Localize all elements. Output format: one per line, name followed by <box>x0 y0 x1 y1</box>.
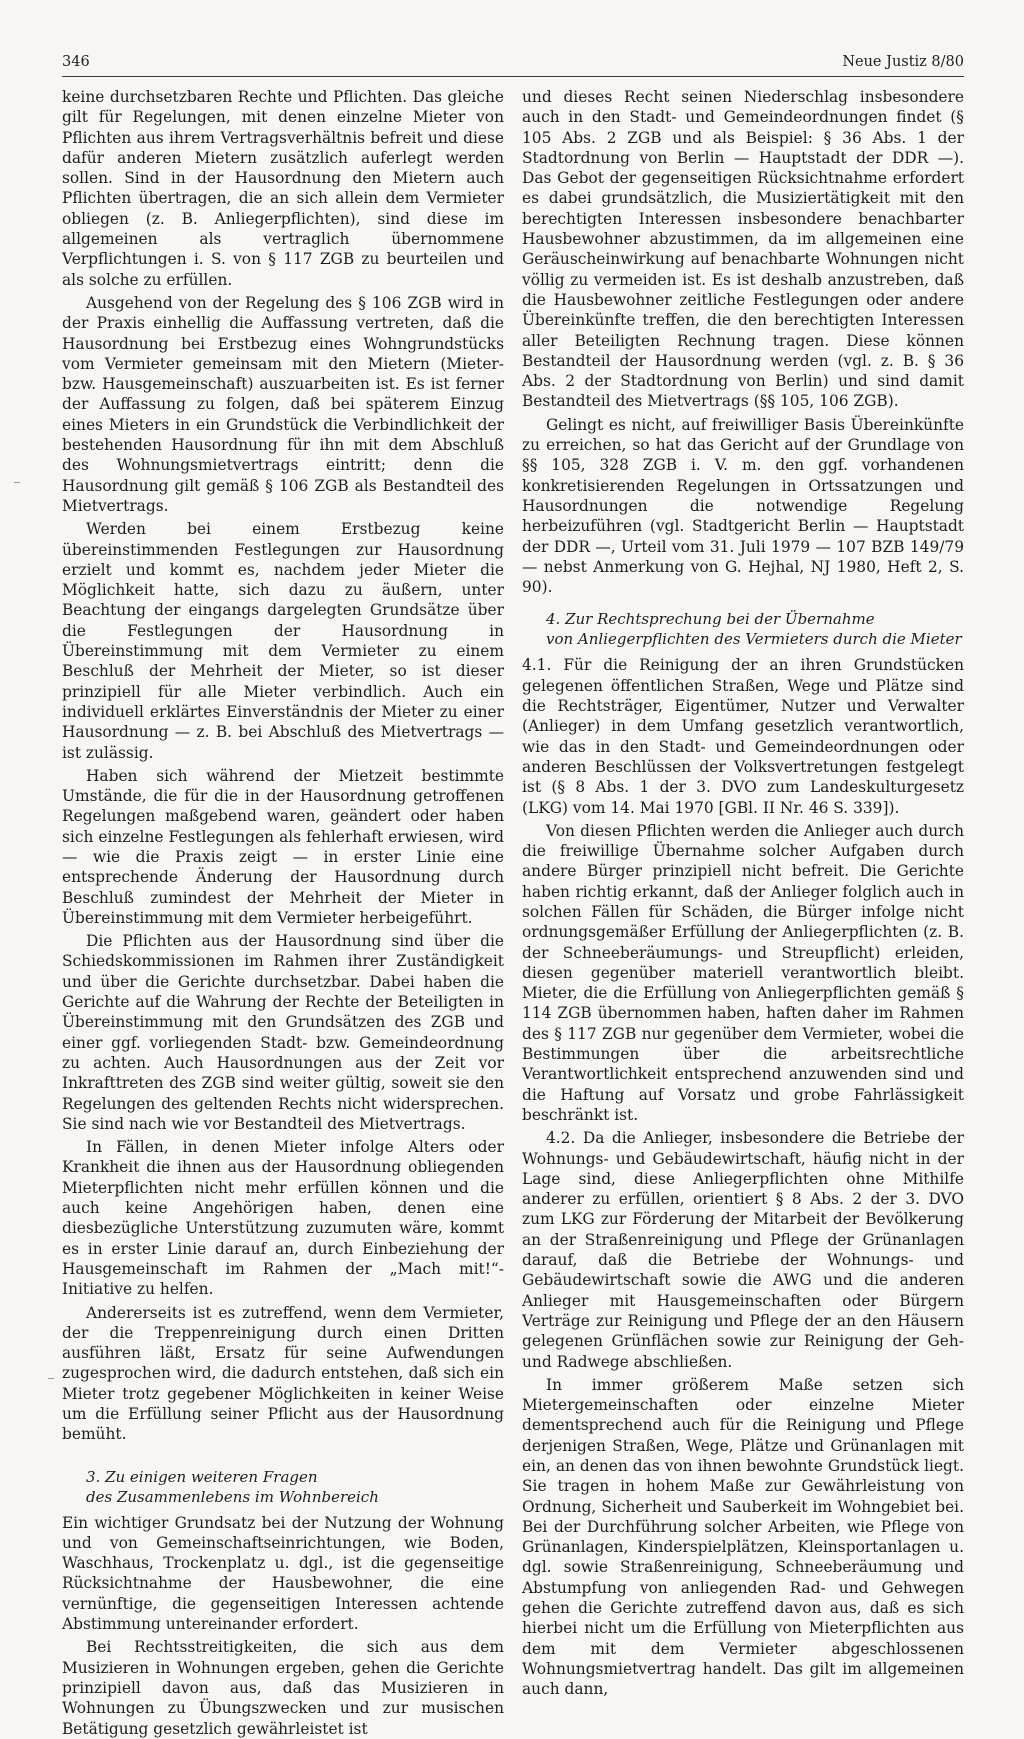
paragraph: Gelingt es nicht, auf freiwilliger Basis Übereinkünfte zu erreichen, so hat das Gericht auf der Grundlage von §§ 105, 328 ZGB i. V. m. den ggf. vorhandenen konkretisierenden Regelungen in Ortssatzungen und Hausordnungen die notwendige Regelung herbeizuführen (vgl. Stadtgericht Berlin — Hauptstadt der DDR —, Urteil vom 31. Juli 1979 — 107 BZB 149/79 — nebst Anmerkung von G. Hejhal, NJ 1980, Heft 2, S. 90). <box>522 415 964 597</box>
right-column <box>522 87 964 1699</box>
section-heading-4 <box>522 609 964 649</box>
paragraph: Ein wichtiger Grundsatz bei der Nutzung der Wohnung und von Gemeinschaftseinrichtungen, wie Boden, Waschhaus, Trockenplatz u. dgl., ist die gegenseitige Rücksichtnahme der Hausbewohner, die eine vernünftige, die gegenseitigen Interessen achtende Abstimmung untereinander erfordert. <box>62 1513 504 1634</box>
page-header <box>62 52 964 77</box>
paragraph: und dieses Recht seinen Niederschlag insbesondere auch in den Stadt- und Gemeindeordnungen findet (§ 105 Abs. 2 ZGB und als Beispiel: § 36 Abs. 1 der Stadtordnung von Berlin — Hauptstadt der DDR —). Das Gebot der gegenseitigen Rücksichtnahme erfordert es dabei grundsätzlich, die Musiziertätigkeit mit den berechtigten Interessen insbesondere benachbarter Hausbewohner abzustimmen, da im allgemeinen eine Geräuscheinwirkung auf benachbarte Wohnungen nicht völlig zu vermeiden ist. Es ist deshalb anzustreben, daß die Hausbewohner zeitliche Festlegungen oder andere Übereinkünfte treffen, die den berechtigten Interessen aller Beteiligten Rechnung tragen. Diese können Bestandteil der Hausordnung werden (vgl. z. B. § 36 Abs. 2 der Stadtordnung von Berlin) und sind damit Bestandteil des Mietvertrags (§§ 105, 106 ZGB). <box>522 88 964 411</box>
paragraph: Andererseits ist es zutreffend, wenn dem Vermieter, der die Treppenreinigung durch einen Dritten ausführen läßt, Ersatz für seine Aufwendungen zugesprochen wird, die dadurch entstehen, daß sich ein Mieter trotz gegebener Möglichkeiten in keiner Weise um die Erfüllung seiner Pflicht aus der Hausordnung bemüht. <box>62 1303 504 1444</box>
section-heading-line: von Anliegerpflichten des Vermieters durch die Mieter <box>546 630 962 649</box>
paragraph: In immer größerem Maße setzen sich Mietergemeinschaften oder einzelne Mieter dementsprechend auch für die Reinigung und Pflege derjenigen Straßen, Wege, Plätze und Grünanlagen mit ein, an denen das von ihnen bewohnte Grundstück liegt. Sie tragen in hohem Maße zur Gewährleistung von Ordnung, Sicherheit und Sauberkeit im Wohngebiet bei. Bei der Durchführung solcher Arbeiten, wie Pflege von Grünanlagen, Kinderspielplätzen, Kleinsportanlagen u. dgl. sowie Straßenreinigung, Schneeberäumung und Abstumpfung von anliegenden Rad- und Gehwegen gehen die Gerichte zutreffend davon aus, daß es sich hierbei nicht um die Erfüllung von Mieterpflichten aus dem mit dem Vermieter abgeschlossenen Wohnungsmietvertrag handelt. Das gilt im allgemeinen auch dann, <box>522 1375 964 1699</box>
paragraph: Bei Rechtsstreitigkeiten, die sich aus dem Musizieren in Wohnungen ergeben, gehen die Gerichte prinzipiell davon aus, daß das Musizieren in Wohnungen zu Übungszwecken und zur musischen Betätigung gesetzlich gewährleistet ist <box>62 1638 504 1738</box>
paragraph: Die Pflichten aus der Hausordnung sind über die Schiedskommissionen im Rahmen ihrer Zuständigkeit und über die Gerichte durchsetzbar. Dabei haben die Gerichte auf die Wahrung der Rechte der Beteiligten in Übereinstimmung mit den Grundsätzen des ZGB und einer ggf. vorliegenden Stadt- bzw. Gemeindeordnung zu achten. Auch Hausordnungen aus der Zeit vor Inkrafttreten des ZGB sind weiter gültig, soweit sie den Regelungen des geltenden Rechts nicht widersprechen. Sie sind nach wie vor Bestandteil des Mietvertrags. <box>62 932 504 1133</box>
scan-mark <box>48 1378 54 1379</box>
paragraph: Ausgehend von der Regelung des § 106 ZGB wird in der Praxis einhellig die Auffassung vertreten, daß die Hausordnung bei Erstbezug eines Wohngrundstücks vom Vermieter gemeinsam mit den Mietern (Mieter- bzw. Hausgemeinschaft) auszuarbeiten ist. Es ist ferner der Auffassung zu folgen, daß bei späterem Einzug eines Mieters in ein Grundstück die Verbindlichkeit der bestehenden Hausordnung für ihn mit dem Abschluß des Wohnungsmietvertrags eintritt; denn die Hausordnung gilt gemäß § 106 ZGB als Bestandteil des Mietvertrags. <box>62 293 504 515</box>
paragraph: Haben sich während der Mietzeit bestimmte Umstände, die für die in der Hausordnung getroffenen Regelungen maßgebend waren, geändert oder haben sich einzelne Festlegungen als fehlerhaft erwiesen, wird — wie die Praxis zeigt — in erster Linie eine entsprechende Änderung der Hausordnung durch Beschluß zumindest der Mehrheit der Mieter in Übereinstimmung mit dem Vermieter herbeigeführt. <box>62 766 504 927</box>
paragraph: In Fällen, in denen Mieter infolge Alters oder Krankheit die ihnen aus der Hausordnung obliegenden Mieterpflichten nicht mehr erfüllen können und die auch keine Angehörigen haben, denen eine diesbezügliche Unterstützung zuzumuten wäre, kommt es in erster Linie darauf an, durch Einbeziehung der Hausgemeinschaft im Rahmen der „Mach mit!“-Initiative zu helfen. <box>62 1138 504 1299</box>
paragraph: 4.1. Für die Reinigung der an ihren Grundstücken gelegenen öffentlichen Straßen, Wege und Plätze sind die Rechtsträger, Eigentümer, Nutzer und Verwalter (Anlieger) in dem Umfang gesetzlich verantwortlich, wie das in den Stadt- und Gemeindeordnungen oder anderen Beschlüssen der Volksvertretungen festgelegt ist (§ 8 Abs. 1 der 3. DVO zum Landeskulturgesetz (LKG) vom 14. Mai 1970 [GBl. II Nr. 46 S. 339]). <box>522 656 964 817</box>
journal-title: Neue Justiz 8/80 <box>842 54 964 70</box>
section-heading-3 <box>62 1467 504 1507</box>
left-column <box>62 87 504 1738</box>
section-heading-line: des Zusammenlebens im Wohnbereich <box>86 1487 379 1506</box>
section-heading-line: 4. Zur Rechtsprechung bei der Übernahme <box>546 610 875 629</box>
page-number: 346 <box>62 54 90 70</box>
paragraph: Werden bei einem Erstbezug keine übereinstimmenden Festlegungen zur Hausordnung erzielt und kommt es, nachdem jeder Mieter die Möglichkeit hatte, sich dazu zu äußern, unter Beachtung der eingangs dargelegten Grundsätze über die Festlegungen der Hausordnung in Übereinstimmung mit dem Vermieter zu einem Beschluß der Mehrheit der Mieter, so ist dieser prinzipiell für alle Mieter verbindlich. Auch ein individuell erklärtes Einverständnis der Mieter zu einer Hausordnung — z. B. bei Abschluß des Mietvertrags — ist zulässig. <box>62 520 504 762</box>
scan-mark <box>14 482 20 483</box>
paragraph: keine durchsetzbaren Rechte und Pflichten. Das gleiche gilt für Regelungen, mit denen einzelne Mieter von Pflichten aus ihrem Vertragsverhältnis befreit und diese dafür anderen Mietern zusätzlich auferlegt werden sollen. Sind in der Hausordnung den Mietern auch Pflichten übertragen, die an sich allein dem Vermieter obliegen (z. B. Anliegerpflichten), sind diese im allgemeinen als vertraglich übernommene Verpflichtungen i. S. von § 117 ZGB zu beurteilen und als solche zu erfüllen. <box>62 88 504 289</box>
section-heading-line: 3. Zu einigen weiteren Fragen <box>86 1467 318 1486</box>
paragraph: Von diesen Pflichten werden die Anlieger auch durch die freiwillige Übernahme solcher Aufgaben durch andere Bürger prinzipiell nicht befreit. Die Gerichte haben richtig erkannt, daß der Anlieger folglich auch in solchen Fällen für Schäden, die Bürger infolge nicht ordnungsgemäßer Erfüllung der Anliegerpflichten (z. B. der Schneeberäumungs- und Streupflicht) erleiden, diesen gegenüber materiell verantwortlich bleibt. Mieter, die die Erfüllung von Anliegerpflichten gemäß § 114 ZGB übernommen haben, haften daher im Rahmen des § 117 ZGB nur gegenüber dem Vermieter, wobei die Bestimmungen über die arbeitsrechtliche Verantwortlichkeit entsprechend anzuwenden sind und die Haftung auf Vorsatz und grobe Fahrlässigkeit beschränkt ist. <box>522 821 964 1124</box>
paragraph: 4.2. Da die Anlieger, insbesondere die Betriebe der Wohnungs- und Gebäudewirtschaft, häufig nicht in der Lage sind, diese Anliegerpflichten ohne Mithilfe anderer zu erfüllen, orientiert § 8 Abs. 2 der 3. DVO zum LKG zur Förderung der Mitarbeit der Bevölkerung an der Straßenreinigung und Pflege der Grünanlagen darauf, daß die Betriebe der Wohnungs- und Gebäudewirtschaft sowie die AWG und die anderen Anlieger mit Hausgemeinschaften oder Bürgern Verträge zur Reinigung und Pflege der an den Häusern gelegenen Grünflächen sowie zur Reinigung der Geh- und Radwege abschließen. <box>522 1129 964 1371</box>
